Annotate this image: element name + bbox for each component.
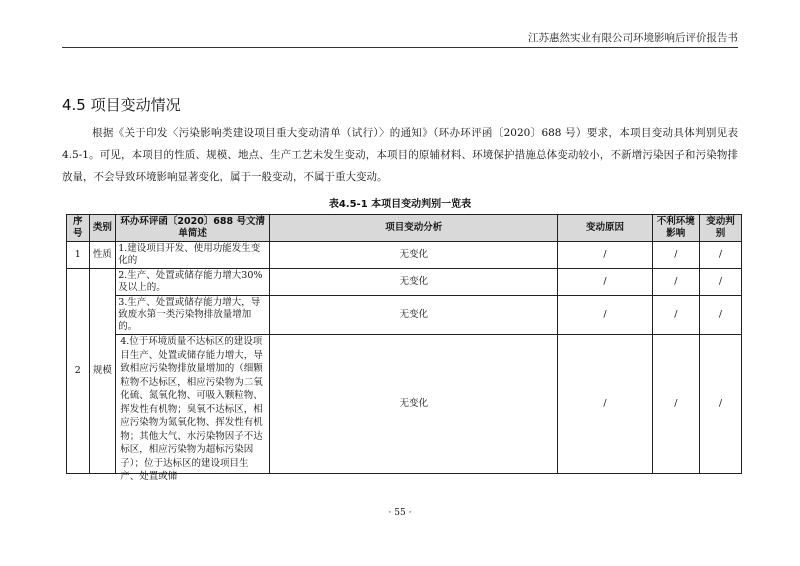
- row-item: 2.生产、处置或储存能力增大30%及以上的。: [116, 269, 270, 296]
- row-reason: /: [558, 242, 652, 269]
- row-reason: /: [558, 335, 652, 474]
- row-item-cell: [116, 335, 270, 482]
- header-list: 环办环评函〔2020〕688 号文清单简述: [116, 215, 270, 242]
- table-header-row: [67, 215, 742, 242]
- row-item: 4.位于环境质量不达标区的建设项目生产、处置或储存能力增大，导致相应污染物排放量增加的（细颗粒物不达标区，相应污染物为二氧化硫、氮氧化物、可吸入颗粒物、挥发性有机物；臭氧不达标区，相应污染物为氮氧化物、挥发性有机物；其他大气、水污染物因子不达标区，相应污染物为超标污染因子）；位于达标区的建设项目生产、处置或储: [120, 336, 263, 482]
- row-impact: /: [652, 296, 699, 335]
- page-header: 江苏惠然实业有限公司环境影响后评价报告书: [528, 32, 738, 44]
- table-row: [67, 269, 742, 296]
- header-reason: 变动原因: [558, 215, 652, 242]
- row-judge: /: [699, 269, 741, 296]
- row-judge: /: [699, 335, 741, 474]
- row-judge: /: [699, 242, 741, 269]
- row-analysis: 无变化: [270, 269, 558, 296]
- row-seq: 2: [67, 269, 90, 474]
- row-analysis: 无变化: [270, 296, 558, 335]
- header-judge: 变动判别: [699, 215, 741, 242]
- row-item: 1.建设项目开发、使用功能发生变化的: [116, 242, 270, 269]
- header-seq: 序号: [67, 215, 90, 242]
- body-paragraph: 根据《关于印发〈污染影响类建设项目重大变动清单（试行）〉的通知》（环办环评函〔2020〕688 号）要求，本项目变动具体判别见表 4.5-1。可见，本项目的性质、规模、地点、生产工艺未发生变动，本项目的原辅材料、环境保护措施总体变动较小，不新增污染因子和污染物排放量，不会导致环境影响显著变化，属于一般变动，不属于重大变动。: [62, 127, 738, 183]
- section-title: 4.5 项目变动情况: [62, 96, 181, 114]
- table-caption: 表4.5-1 本项目变动判别一览表: [328, 199, 472, 210]
- row-analysis: 无变化: [270, 242, 558, 269]
- row-impact: /: [652, 269, 699, 296]
- row-seq: 1: [67, 242, 90, 269]
- row-analysis: 无变化: [270, 335, 558, 474]
- table-row: [67, 242, 742, 269]
- header-category: 类别: [89, 215, 116, 242]
- header-analysis: 项目变动分析: [270, 215, 558, 242]
- page-number: · 55 ·: [388, 508, 412, 518]
- row-item: 3.生产、处置或储存能力增大，导致废水第一类污染物排放量增加的。: [116, 296, 270, 335]
- row-impact: /: [652, 242, 699, 269]
- row-reason: /: [558, 296, 652, 335]
- row-impact: /: [652, 335, 699, 474]
- row-category: 性质: [89, 242, 116, 269]
- header-divider: [62, 47, 738, 48]
- row-judge: /: [699, 296, 741, 335]
- table-row: [67, 335, 742, 474]
- header-impact: 不利环境影响: [652, 215, 699, 242]
- row-reason: /: [558, 269, 652, 296]
- table-row: [67, 296, 742, 335]
- row-category: 规模: [89, 269, 116, 474]
- change-judgement-table: [66, 214, 742, 482]
